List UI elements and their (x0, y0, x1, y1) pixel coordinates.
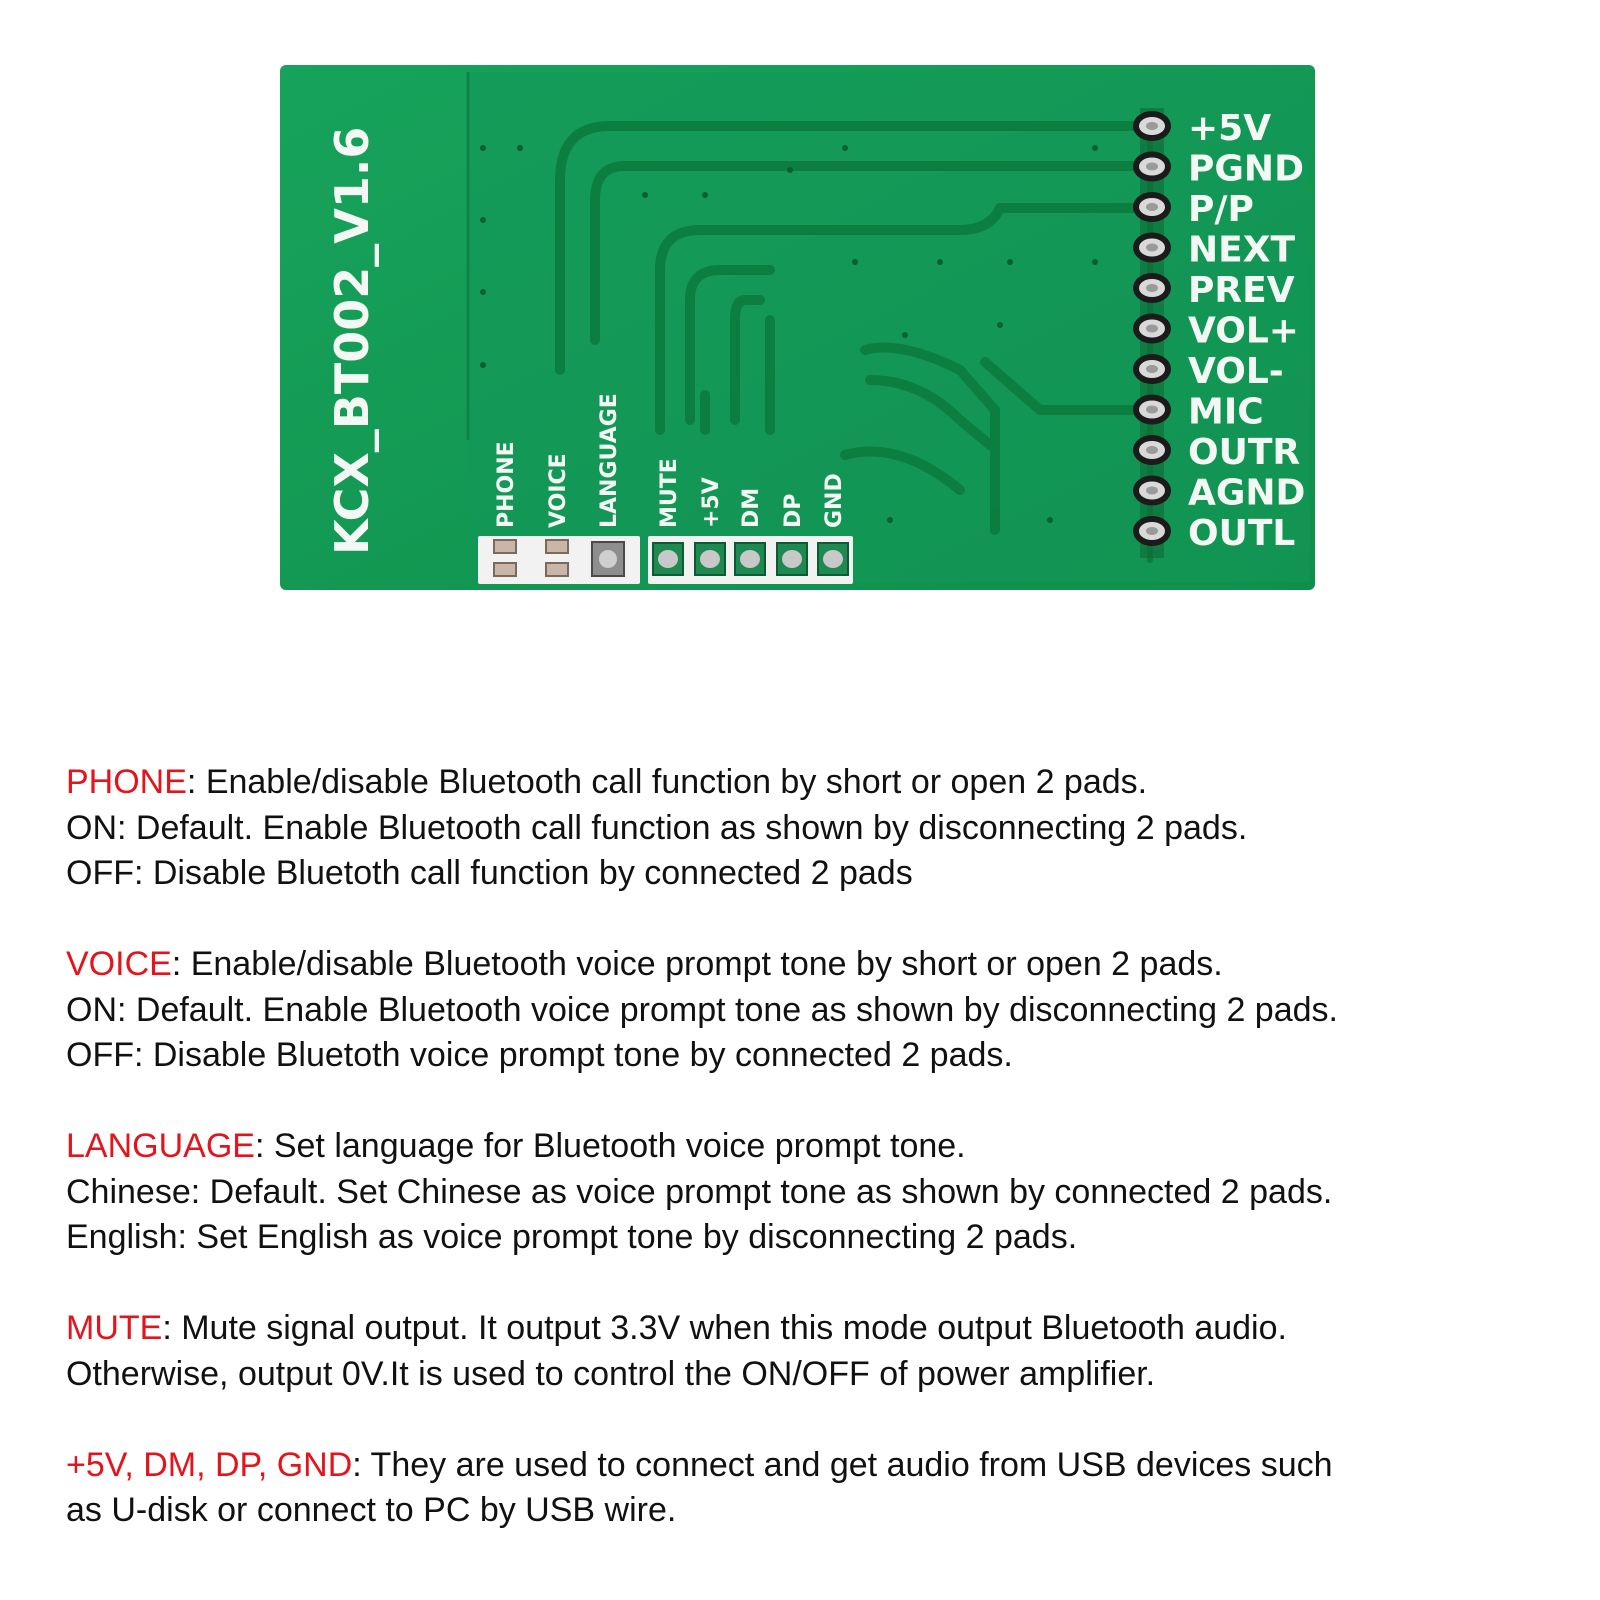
right-pin-pad-outr (1133, 435, 1171, 465)
right-pin-pad-volplus (1133, 314, 1171, 344)
right-pin-pad-pgnd (1133, 152, 1171, 182)
pcb-board-drawing (0, 0, 1600, 660)
description-block (66, 1124, 1566, 1261)
right-pin-label-volplus: VOL+ (1188, 310, 1299, 352)
description-line: as U-disk or connect to PC by USB wire. (66, 1491, 677, 1529)
description-line: OFF: Disable Bluetoth voice prompt tone by connected 2 pads. (66, 1036, 1013, 1074)
description-line: ON: Default. Enable Bluetooth voice prompt tone as shown by disconnecting 2 pads. (66, 990, 1338, 1029)
right-pin-label-outr: OUTR (1188, 432, 1301, 473)
description-summary: : Mute signal output. It output 3.3V when this mode output Bluetooth audio. (162, 1309, 1287, 1347)
description-heading-line (66, 942, 1566, 988)
right-pin-pad-plus5v (1133, 111, 1171, 141)
right-pin-label-agnd: AGND (1188, 472, 1306, 514)
description-line: Otherwise, output 0V.It is used to control the ON/OFF of power amplifier. (66, 1354, 1156, 1393)
bottom-pad-dm (735, 543, 765, 575)
description-heading-line (66, 760, 1566, 806)
description-summary: : Enable/disable Bluetooth call function by short or open 2 pads. (186, 763, 1148, 801)
description-term: MUTE (66, 1309, 163, 1347)
right-pin-pad-outl (1133, 516, 1171, 546)
description-heading-line (66, 1124, 1566, 1170)
right-pin-label-next: NEXT (1188, 229, 1296, 271)
right-pin-pad-pp (1133, 192, 1171, 222)
description-line: Chinese: Default. Set Chinese as voice prompt tone as shown by connected 2 pads. (66, 1172, 1333, 1211)
bottom-pin-label-dm: DM (739, 487, 764, 528)
description-summary: : Set language for Bluetooth voice prompt tone. (254, 1127, 966, 1165)
bottom-pin-label-gnd: GND (822, 473, 847, 528)
bottom-pad-mute (653, 543, 683, 575)
right-pin-label-pgnd: PGND (1188, 148, 1304, 190)
bottom-pin-label-plus5v: +5V (699, 477, 724, 528)
pcb-board-photo (0, 0, 1600, 660)
bottom-pin-label-phone: PHONE (494, 441, 519, 528)
bottom-pad-plus5v (695, 543, 725, 575)
bottom-pad-language (592, 542, 624, 576)
right-pin-header (1133, 108, 1171, 558)
description-line: ON: Default. Enable Bluetooth call function as shown by disconnecting 2 pads. (66, 808, 1248, 847)
description-line: English: Set English as voice prompt tone by disconnecting 2 pads. (66, 1218, 1078, 1256)
right-pin-label-prev: PREV (1188, 270, 1295, 311)
bottom-pin-label-dp: DP (781, 493, 806, 528)
right-pin-label-outl: OUTL (1188, 513, 1296, 554)
description-heading-line (66, 1443, 1566, 1489)
right-pin-pad-agnd (1133, 476, 1171, 506)
description-term: PHONE (66, 763, 187, 801)
bottom-pin-label-mute: MUTE (657, 458, 682, 528)
bottom-pad-gnd (818, 543, 848, 575)
right-pin-pad-prev (1133, 273, 1171, 303)
bottom-pads (478, 536, 853, 584)
right-pin-labels (1188, 108, 1305, 554)
description-block (66, 1443, 1566, 1534)
description-term: LANGUAGE (66, 1127, 255, 1165)
description-block (66, 942, 1566, 1079)
bottom-pin-label-voice: VOICE (546, 453, 571, 528)
right-pin-pad-mic (1133, 395, 1171, 425)
description-line: OFF: Disable Bluetoth call function by connected 2 pads (66, 854, 913, 892)
right-pin-label-pp: P/P (1188, 189, 1254, 230)
description-summary: : They are used to connect and get audio from USB devices such (352, 1445, 1333, 1484)
description-summary: : Enable/disable Bluetooth voice prompt tone by short or open 2 pads. (171, 945, 1223, 983)
bottom-pad-dp (777, 543, 807, 575)
description-heading-line (66, 1306, 1566, 1352)
board-model-label: KCX_BT002_V1.6 (325, 126, 379, 555)
right-pin-pad-volminus (1133, 354, 1171, 384)
bottom-pin-label-language: LANGUAGE (597, 393, 622, 528)
right-pin-label-mic: MIC (1188, 391, 1264, 433)
right-pin-label-volminus: VOL- (1188, 351, 1284, 392)
description-section (66, 760, 1566, 1579)
description-term: +5V, DM, DP, GND (66, 1445, 353, 1484)
description-block (66, 1306, 1566, 1397)
right-pin-pad-next (1133, 233, 1171, 263)
right-pin-label-plus5v: +5V (1188, 108, 1272, 149)
description-block (66, 760, 1566, 897)
description-term: VOICE (66, 945, 172, 983)
